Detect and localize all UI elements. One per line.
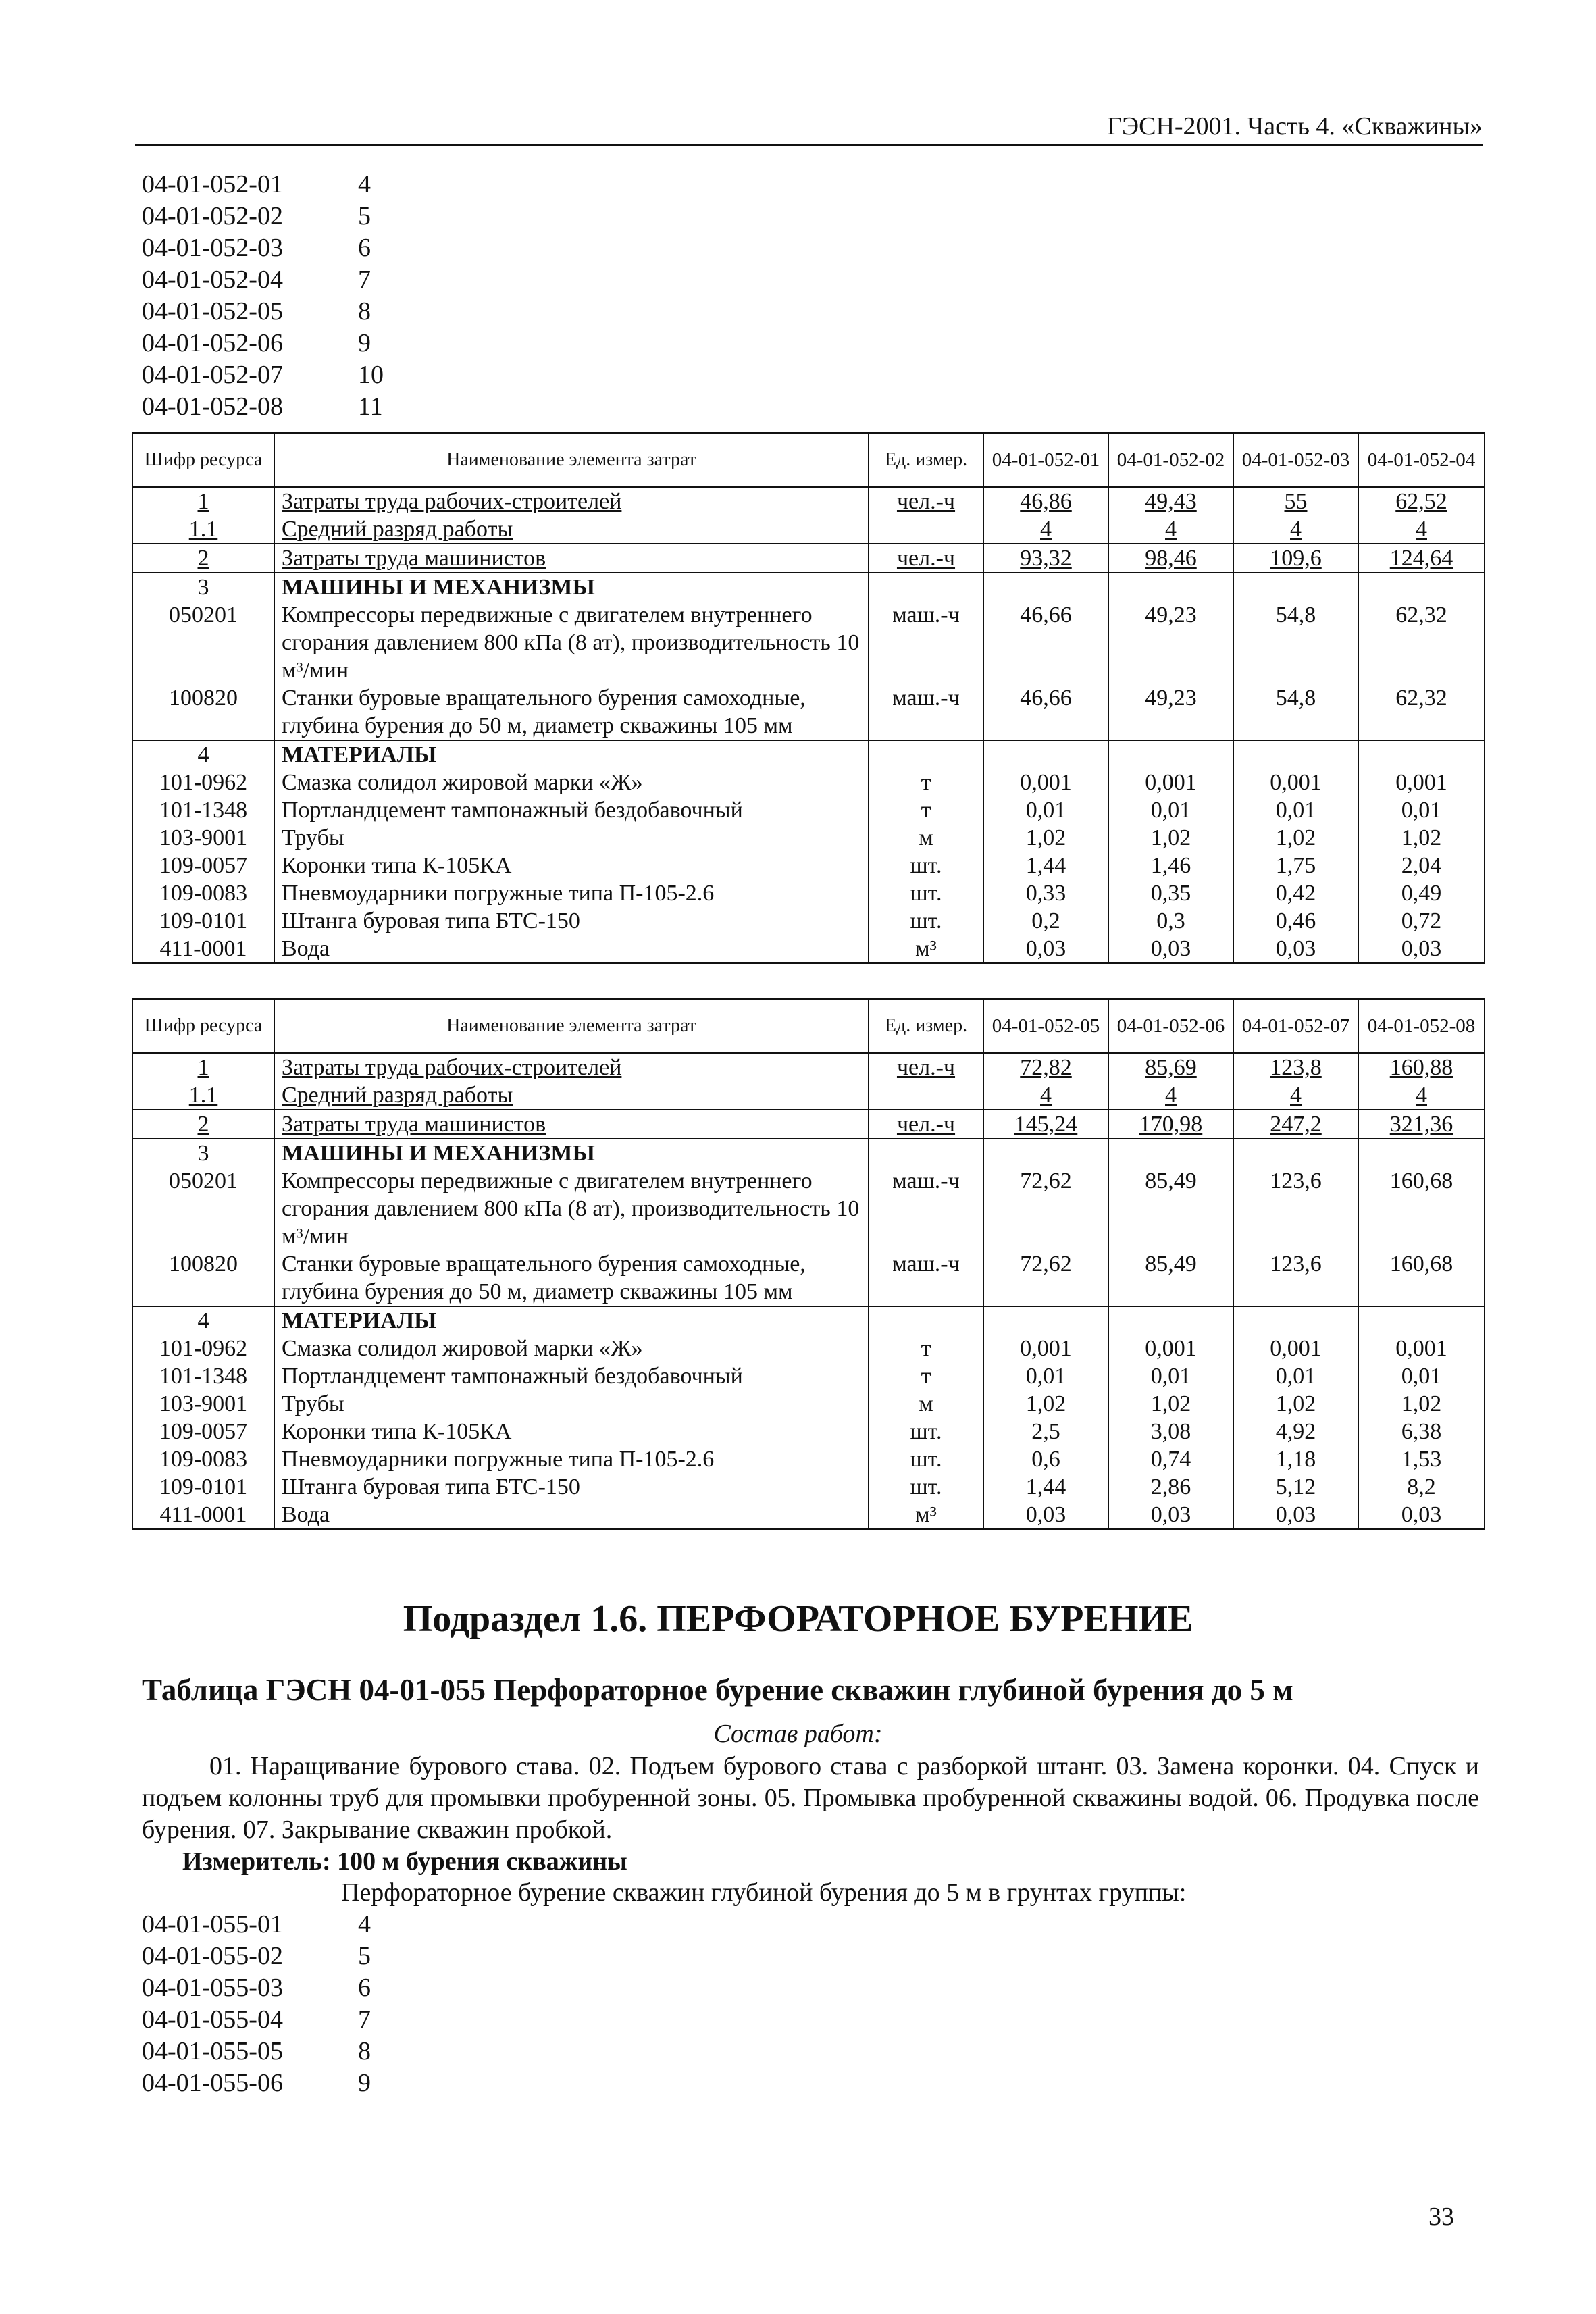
value-cell: [1358, 573, 1485, 601]
table-row: [132, 1167, 1485, 1250]
value-cell: 98,46: [1108, 544, 1233, 573]
unit: [869, 573, 983, 601]
table-row: [132, 1139, 1485, 1167]
table-row: [132, 1053, 1485, 1081]
value-cell: 1,02: [1233, 1390, 1358, 1418]
resource-code: 411-0001: [132, 1501, 274, 1529]
cost-element-name: Трубы: [274, 1390, 869, 1418]
cost-element-name: Портландцемент тампонажный бездобавочный: [274, 1362, 869, 1390]
value-cell: 46,86: [983, 487, 1108, 515]
unit: чел.-ч: [869, 1053, 983, 1081]
value-cell: 0,6: [983, 1445, 1108, 1473]
unit: [869, 1081, 983, 1110]
group-value: 4: [358, 170, 371, 199]
table-row: [132, 907, 1485, 935]
value-cell: 0,03: [983, 935, 1108, 963]
resource-code: 3: [132, 1139, 274, 1167]
resource-code: 109-0057: [132, 852, 274, 879]
value-cell: [983, 1139, 1108, 1167]
table-row: [132, 684, 1485, 740]
group-value: 6: [358, 234, 371, 262]
value-cell: 0,01: [1233, 1362, 1358, 1390]
cost-element-name: Затраты труда машинистов: [274, 544, 869, 573]
value-cell: 85,49: [1108, 1167, 1233, 1250]
table-row: [132, 879, 1485, 907]
resource-code: 411-0001: [132, 935, 274, 963]
unit: т: [869, 1362, 983, 1390]
unit: чел.-ч: [869, 487, 983, 515]
cost-element-name: Затраты труда рабочих-строителей: [274, 1053, 869, 1081]
value-cell: 72,62: [983, 1250, 1108, 1306]
table-row: [132, 1473, 1485, 1501]
code-value: 04-01-052-08: [142, 392, 283, 421]
value-cell: 4: [983, 515, 1108, 544]
meter-line: Измеритель: 100 м бурения скважины: [182, 1847, 627, 1876]
value-cell: [1108, 1306, 1233, 1335]
value-cell: 0,03: [1108, 935, 1233, 963]
table-row: [132, 824, 1485, 852]
value-cell: 4: [1108, 1081, 1233, 1110]
value-cell: 321,36: [1358, 1110, 1485, 1139]
unit: [869, 1139, 983, 1167]
unit: т: [869, 1335, 983, 1362]
unit: [869, 1306, 983, 1335]
value-cell: 93,32: [983, 544, 1108, 573]
resource-code: 109-0083: [132, 1445, 274, 1473]
code-value: 04-01-052-06: [142, 329, 283, 357]
code-row: [142, 264, 384, 296]
header-column-code: 04-01-052-03: [1233, 433, 1358, 487]
value-cell: 85,49: [1108, 1250, 1233, 1306]
group-value: 9: [358, 329, 371, 357]
value-cell: 1,02: [983, 824, 1108, 852]
code-row: [142, 232, 384, 264]
header-code: Шифр ресурса: [132, 999, 274, 1053]
group-value: 5: [358, 202, 371, 230]
value-cell: 62,32: [1358, 601, 1485, 684]
resource-code: 109-0083: [132, 879, 274, 907]
resource-code: 103-9001: [132, 1390, 274, 1418]
unit: шт.: [869, 1418, 983, 1445]
header-name: Наименование элемента затрат: [274, 999, 869, 1053]
unit: т: [869, 769, 983, 796]
value-cell: 1,02: [1108, 824, 1233, 852]
cost-element-name: Средний разряд работы: [274, 515, 869, 544]
unit: чел.-ч: [869, 1110, 983, 1139]
code-row: [142, 2036, 371, 2067]
table-row: [132, 1250, 1485, 1306]
value-cell: 3,08: [1108, 1418, 1233, 1445]
unit: т: [869, 796, 983, 824]
perfo-line: Перфораторное бурение скважин глубиной бурения до 5 м в грунтах группы:: [341, 1878, 1187, 1907]
value-cell: 0,01: [1233, 796, 1358, 824]
code-value: 04-01-055-03: [142, 1974, 283, 2002]
value-cell: 109,6: [1233, 544, 1358, 573]
value-cell: 1,02: [1358, 1390, 1485, 1418]
code-row: [142, 201, 384, 232]
value-cell: 0,001: [983, 769, 1108, 796]
resource-code: 2: [132, 1110, 274, 1139]
value-cell: 0,35: [1108, 879, 1233, 907]
value-cell: 1,44: [983, 852, 1108, 879]
code-row: [142, 328, 384, 359]
header-column-code: 04-01-052-06: [1108, 999, 1233, 1053]
unit: шт.: [869, 852, 983, 879]
value-cell: 1,02: [1233, 824, 1358, 852]
value-cell: 0,001: [983, 1335, 1108, 1362]
unit: [869, 740, 983, 769]
unit: шт.: [869, 879, 983, 907]
group-value: 4: [358, 1910, 371, 1938]
table-row: [132, 544, 1485, 573]
resource-code: 4: [132, 1306, 274, 1335]
cost-element-name: Пневмоударники погружные типа П-105-2.6: [274, 1445, 869, 1473]
cost-element-name: Затраты труда машинистов: [274, 1110, 869, 1139]
cost-element-name: Станки буровые вращательного бурения самоходные, глубина бурения до 50 м, диаметр скважины 105 мм: [274, 684, 869, 740]
unit: шт.: [869, 1473, 983, 1501]
cost-element-name: Пневмоударники погружные типа П-105-2.6: [274, 879, 869, 907]
resource-table-1: [132, 432, 1485, 964]
header-column-code: 04-01-052-08: [1358, 999, 1485, 1053]
value-cell: 0,001: [1233, 769, 1358, 796]
code-value: 04-01-055-04: [142, 2005, 283, 2034]
value-cell: 123,6: [1233, 1250, 1358, 1306]
value-cell: 6,38: [1358, 1418, 1485, 1445]
value-cell: 0,49: [1358, 879, 1485, 907]
value-cell: 0,01: [1108, 796, 1233, 824]
header-name: Наименование элемента затрат: [274, 433, 869, 487]
cost-element-name: Компрессоры передвижные с двигателем внутреннего сгорания давлением 800 кПа (8 ат), производительность 10 м³/мин: [274, 1167, 869, 1250]
value-cell: 0,001: [1358, 769, 1485, 796]
group-value: 11: [358, 392, 383, 421]
value-cell: [1233, 1306, 1358, 1335]
value-cell: 160,68: [1358, 1250, 1485, 1306]
value-cell: 124,64: [1358, 544, 1485, 573]
works-text: 01. Наращивание бурового става. 02. Подъем бурового става с разборкой штанг. 03. Замена коронки. 04. Спуск и подъем колонны труб для промывки пробуренной зоны. 05. Промывка пробуренной скважины водой. 06. Продувка после бурения. 07. Закрывание скважин пробкой.: [142, 1752, 1479, 1844]
resource-code: 1: [132, 487, 274, 515]
cost-element-name: Вода: [274, 935, 869, 963]
cost-element-name: Компрессоры передвижные с двигателем внутреннего сгорания давлением 800 кПа (8 ат), производительность 10 м³/мин: [274, 601, 869, 684]
value-cell: 0,01: [1108, 1362, 1233, 1390]
table-header-row: [132, 433, 1485, 487]
value-cell: 1,53: [1358, 1445, 1485, 1473]
code-row: [142, 2067, 371, 2099]
page-header: [135, 111, 1483, 146]
header-column-code: 04-01-052-01: [983, 433, 1108, 487]
value-cell: 5,12: [1233, 1473, 1358, 1501]
value-cell: 0,03: [1108, 1501, 1233, 1529]
cost-element-name: МАТЕРИАЛЫ: [274, 1306, 869, 1335]
value-cell: [983, 740, 1108, 769]
value-cell: 4: [1233, 515, 1358, 544]
value-cell: 170,98: [1108, 1110, 1233, 1139]
cost-element-name: Смазка солидол жировой марки «Ж»: [274, 769, 869, 796]
value-cell: [1358, 1139, 1485, 1167]
unit: маш.-ч: [869, 1250, 983, 1306]
group-value: 10: [358, 361, 384, 389]
table-row: [132, 1418, 1485, 1445]
cost-element-name: Штанга буровая типа БТС-150: [274, 1473, 869, 1501]
value-cell: [1233, 740, 1358, 769]
code-value: 04-01-052-03: [142, 234, 283, 262]
unit: маш.-ч: [869, 1167, 983, 1250]
value-cell: 72,82: [983, 1053, 1108, 1081]
table-title: Таблица ГЭСН 04-01-055 Перфораторное бурение скважин глубиной бурения до 5 м: [142, 1673, 1293, 1707]
value-cell: [1358, 740, 1485, 769]
resource-code: 101-0962: [132, 1335, 274, 1362]
value-cell: 4: [1358, 515, 1485, 544]
unit: маш.-ч: [869, 684, 983, 740]
value-cell: [1108, 573, 1233, 601]
table-row: [132, 573, 1485, 601]
value-cell: [983, 1306, 1108, 1335]
header-title: ГЭСН-2001. Часть 4. «Скважины»: [1107, 112, 1483, 140]
code-row: [142, 1972, 371, 2004]
code-value: 04-01-055-06: [142, 2069, 283, 2097]
value-cell: 0,03: [1358, 935, 1485, 963]
table-row: [132, 740, 1485, 769]
works-title: Состав работ:: [713, 1720, 883, 1748]
value-cell: 8,2: [1358, 1473, 1485, 1501]
value-cell: 0,03: [983, 1501, 1108, 1529]
value-cell: 54,8: [1233, 684, 1358, 740]
table-row: [132, 796, 1485, 824]
unit: м³: [869, 935, 983, 963]
value-cell: 0,03: [1358, 1501, 1485, 1529]
group-value: 7: [358, 2005, 371, 2034]
cost-element-name: МАШИНЫ И МЕХАНИЗМЫ: [274, 573, 869, 601]
unit: шт.: [869, 907, 983, 935]
cost-element-name: Коронки типа К-105КА: [274, 1418, 869, 1445]
value-cell: 1,02: [983, 1390, 1108, 1418]
code-row: [142, 1940, 371, 1972]
value-cell: 160,68: [1358, 1167, 1485, 1250]
value-cell: 0,72: [1358, 907, 1485, 935]
table-row: [132, 515, 1485, 544]
value-cell: 4: [983, 1081, 1108, 1110]
code-row: [142, 2004, 371, 2036]
code-value: 04-01-055-01: [142, 1910, 283, 1938]
table-row: [132, 935, 1485, 963]
value-cell: 1,02: [1108, 1390, 1233, 1418]
value-cell: 54,8: [1233, 601, 1358, 684]
value-cell: 1,44: [983, 1473, 1108, 1501]
resource-code: 103-9001: [132, 824, 274, 852]
value-cell: 49,23: [1108, 601, 1233, 684]
value-cell: 1,46: [1108, 852, 1233, 879]
resource-code: 3: [132, 573, 274, 601]
header-column-code: 04-01-052-02: [1108, 433, 1233, 487]
table-row: [132, 1110, 1485, 1139]
value-cell: 0,3: [1108, 907, 1233, 935]
value-cell: 1,18: [1233, 1445, 1358, 1473]
cost-element-name: МАТЕРИАЛЫ: [274, 740, 869, 769]
table-row: [132, 1445, 1485, 1473]
section-title: Подраздел 1.6. ПЕРФОРАТОРНОЕ БУРЕНИЕ: [403, 1598, 1193, 1640]
value-cell: 72,62: [983, 1167, 1108, 1250]
cost-element-name: Затраты труда рабочих-строителей: [274, 487, 869, 515]
value-cell: 0,01: [1358, 1362, 1485, 1390]
code-row: [142, 296, 384, 328]
value-cell: [1108, 1139, 1233, 1167]
group-value: 5: [358, 1942, 371, 1970]
unit: чел.-ч: [869, 544, 983, 573]
code-row: [142, 359, 384, 391]
code-value: 04-01-052-01: [142, 170, 283, 199]
value-cell: 123,8: [1233, 1053, 1358, 1081]
resource-code: 050201: [132, 601, 274, 684]
unit: шт.: [869, 1445, 983, 1473]
code-value: 04-01-055-02: [142, 1942, 283, 1970]
value-cell: 2,86: [1108, 1473, 1233, 1501]
bottom-code-list: [142, 1909, 371, 2099]
table-row: [132, 487, 1485, 515]
resource-code: 1: [132, 1053, 274, 1081]
header-unit: Ед. измер.: [869, 433, 983, 487]
table-row: [132, 1501, 1485, 1529]
resource-code: 109-0101: [132, 1473, 274, 1501]
table-row: [132, 601, 1485, 684]
value-cell: 0,03: [1233, 1501, 1358, 1529]
group-value: 9: [358, 2069, 371, 2097]
code-value: 04-01-052-07: [142, 361, 283, 389]
resource-code: 101-0962: [132, 769, 274, 796]
value-cell: 46,66: [983, 601, 1108, 684]
value-cell: 4: [1233, 1081, 1358, 1110]
cost-element-name: Смазка солидол жировой марки «Ж»: [274, 1335, 869, 1362]
table-row: [132, 852, 1485, 879]
value-cell: 0,42: [1233, 879, 1358, 907]
resource-code: 101-1348: [132, 1362, 274, 1390]
table-row: [132, 1335, 1485, 1362]
value-cell: 0,01: [983, 1362, 1108, 1390]
cost-element-name: Вода: [274, 1501, 869, 1529]
resource-code: 100820: [132, 1250, 274, 1306]
code-row: [142, 391, 384, 423]
value-cell: [1358, 1306, 1485, 1335]
header-column-code: 04-01-052-07: [1233, 999, 1358, 1053]
unit: м: [869, 1390, 983, 1418]
value-cell: 123,6: [1233, 1167, 1358, 1250]
value-cell: 1,02: [1358, 824, 1485, 852]
cost-element-name: Коронки типа К-105КА: [274, 852, 869, 879]
value-cell: 0,46: [1233, 907, 1358, 935]
group-value: 8: [358, 297, 371, 326]
value-cell: 0,001: [1233, 1335, 1358, 1362]
top-code-list: [142, 169, 384, 423]
value-cell: 4,92: [1233, 1418, 1358, 1445]
unit: маш.-ч: [869, 601, 983, 684]
resource-code: 1.1: [132, 1081, 274, 1110]
cost-element-name: Средний разряд работы: [274, 1081, 869, 1110]
code-row: [142, 1909, 371, 1940]
value-cell: 85,69: [1108, 1053, 1233, 1081]
value-cell: 160,88: [1358, 1053, 1485, 1081]
page-number: 33: [1428, 2203, 1454, 2231]
value-cell: 4: [1108, 515, 1233, 544]
value-cell: 0,01: [983, 796, 1108, 824]
resource-code: 4: [132, 740, 274, 769]
value-cell: 145,24: [983, 1110, 1108, 1139]
cost-element-name: Штанга буровая типа БТС-150: [274, 907, 869, 935]
value-cell: 0,001: [1108, 1335, 1233, 1362]
value-cell: 1,75: [1233, 852, 1358, 879]
unit: м³: [869, 1501, 983, 1529]
value-cell: 46,66: [983, 684, 1108, 740]
resource-code: 109-0057: [132, 1418, 274, 1445]
table-row: [132, 1362, 1485, 1390]
cost-element-name: Портландцемент тампонажный бездобавочный: [274, 796, 869, 824]
resource-code: 109-0101: [132, 907, 274, 935]
value-cell: 0,01: [1358, 796, 1485, 824]
resource-table-2: [132, 998, 1485, 1530]
value-cell: 62,52: [1358, 487, 1485, 515]
value-cell: 247,2: [1233, 1110, 1358, 1139]
header-unit: Ед. измер.: [869, 999, 983, 1053]
value-cell: [1108, 740, 1233, 769]
unit: [869, 515, 983, 544]
cost-element-name: Трубы: [274, 824, 869, 852]
resource-code: 100820: [132, 684, 274, 740]
value-cell: 62,32: [1358, 684, 1485, 740]
value-cell: 0,33: [983, 879, 1108, 907]
value-cell: 0,03: [1233, 935, 1358, 963]
value-cell: 2,04: [1358, 852, 1485, 879]
resource-code: 2: [132, 544, 274, 573]
value-cell: [1233, 1139, 1358, 1167]
resource-code: 1.1: [132, 515, 274, 544]
header-column-code: 04-01-052-05: [983, 999, 1108, 1053]
cost-element-name: Станки буровые вращательного бурения самоходные, глубина бурения до 50 м, диаметр скважины 105 мм: [274, 1250, 869, 1306]
header-code: Шифр ресурса: [132, 433, 274, 487]
table-row: [132, 1081, 1485, 1110]
value-cell: 49,23: [1108, 684, 1233, 740]
resource-code: 101-1348: [132, 796, 274, 824]
cost-element-name: МАШИНЫ И МЕХАНИЗМЫ: [274, 1139, 869, 1167]
value-cell: 0,74: [1108, 1445, 1233, 1473]
code-row: [142, 169, 384, 201]
table-row: [132, 1390, 1485, 1418]
group-value: 6: [358, 1974, 371, 2002]
value-cell: [1233, 573, 1358, 601]
group-value: 7: [358, 265, 371, 294]
value-cell: 49,43: [1108, 487, 1233, 515]
code-value: 04-01-052-04: [142, 265, 283, 294]
unit: м: [869, 824, 983, 852]
value-cell: 0,001: [1108, 769, 1233, 796]
value-cell: 55: [1233, 487, 1358, 515]
code-value: 04-01-052-02: [142, 202, 283, 230]
table-row: [132, 769, 1485, 796]
value-cell: 0,001: [1358, 1335, 1485, 1362]
value-cell: 0,2: [983, 907, 1108, 935]
code-value: 04-01-052-05: [142, 297, 283, 326]
value-cell: [983, 573, 1108, 601]
table-header-row: [132, 999, 1485, 1053]
code-value: 04-01-055-05: [142, 2037, 283, 2065]
value-cell: 2,5: [983, 1418, 1108, 1445]
resource-code: 050201: [132, 1167, 274, 1250]
header-column-code: 04-01-052-04: [1358, 433, 1485, 487]
group-value: 8: [358, 2037, 371, 2065]
table-row: [132, 1306, 1485, 1335]
value-cell: 4: [1358, 1081, 1485, 1110]
